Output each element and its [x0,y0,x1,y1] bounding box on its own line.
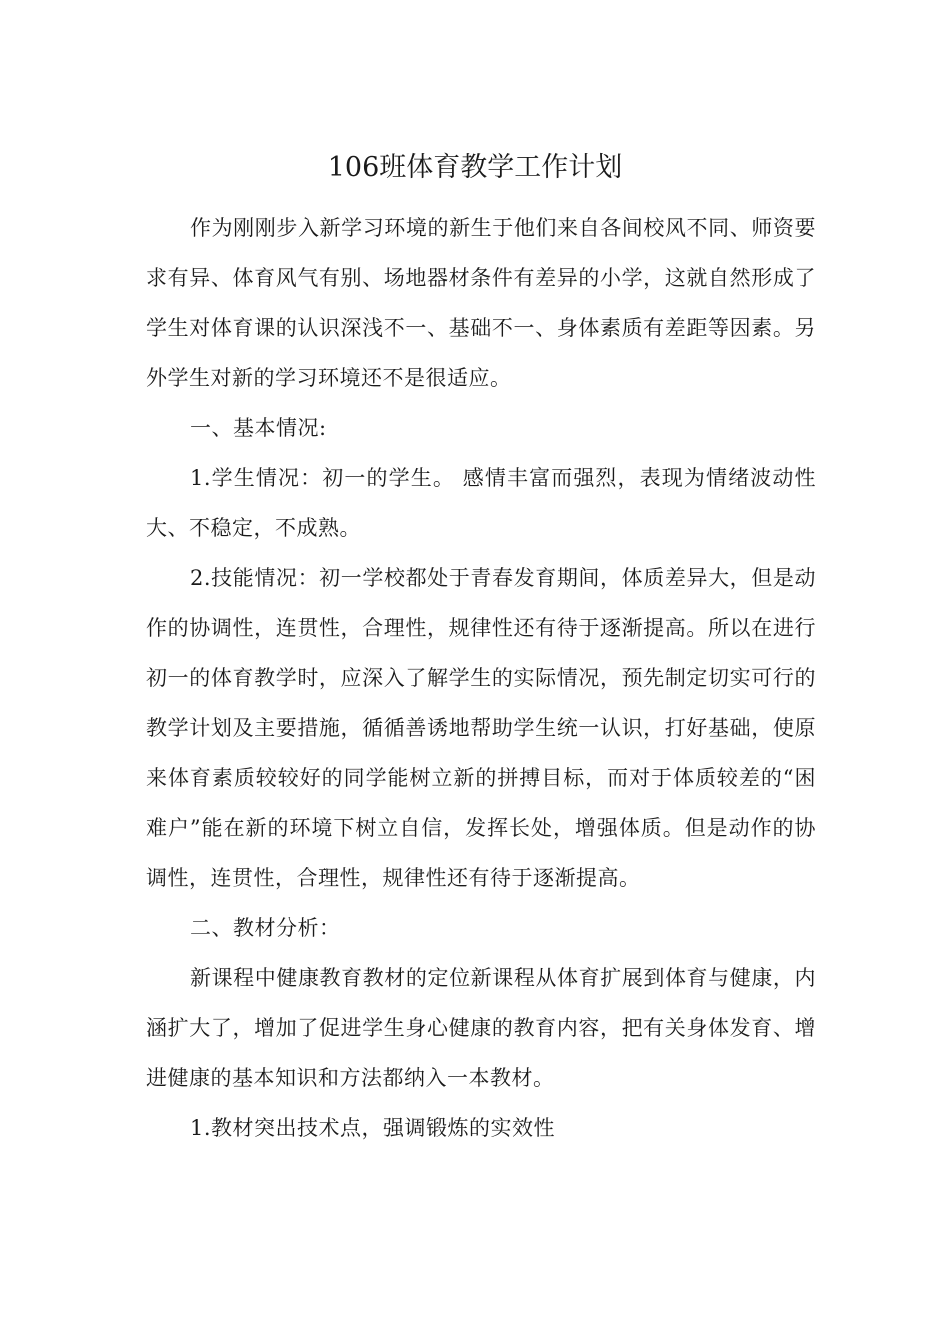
textbook-analysis-paragraph: 新课程中健康教育教材的定位新课程从体育扩展到体育与健康，内涵扩大了，增加了促进学生身心健康的教育内容，把有关身体发育、增进健康的基本知识和方法都纳入一本教材。 [146,966,816,1090]
section-heading-basic-situation: 一、基本情况: [190,416,327,440]
document-body [146,203,816,1153]
textbook-point-1: 1.教材突出技术点，强调锻炼的实效性 [190,1116,556,1140]
intro-paragraph: 作为刚刚步入新学习环境的新生于他们来自各间校风不同、师资要求有异、体育风气有别、场地器材条件有差异的小学，这就自然形成了学生对体育课的认识深浅不一、基础不一、身体素质有差距等因素。另外学生对新的学习环境还不是很适应。 [146,216,816,390]
document-title: 106班体育教学工作计划 [327,152,623,184]
student-situation-paragraph: 1.学生情况：初一的学生。 感情丰富而强烈，表现为情绪波动性大、不稳定，不成熟。 [146,466,816,540]
section-heading-textbook-analysis: 二、教材分析： [190,916,341,940]
skill-situation-paragraph: 2.技能情况：初一学校都处于青春发育期间，体质差异大，但是动作的协调性，连贯性，合理性，规律性还有待于逐渐提高。所以在进行初一的体育教学时，应深入了解学生的实际情况，预先制定切实可行的教学计划及主要措施，循循善诱地帮助学生统一认识，打好基础，使原来体育素质较较好的同学能树立新的拼搏目标，而对于体质较差的“困难户”能在新的环境下树立自信，发挥长处，增强体质。但是动作的协调性，连贯性，合理性，规律性还有待于逐渐提高。 [146,566,816,890]
